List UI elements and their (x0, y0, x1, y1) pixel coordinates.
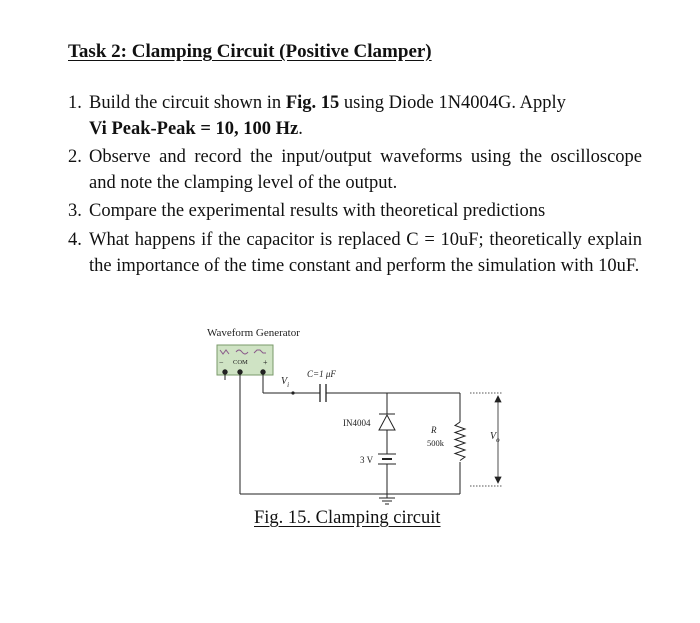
resistor-value: 500k (427, 438, 444, 448)
task-item-4 (68, 227, 642, 279)
generator-label: Waveform Generator (207, 327, 300, 339)
input-spec: Vi Peak-Peak = 10, 100 Hz (89, 119, 299, 139)
capacitor-symbol (320, 384, 326, 402)
vi-label: $V_i$ (281, 376, 290, 389)
task-item-3 (68, 198, 642, 224)
task-text: What happens if the capacitor is replaced C = 10uF; theoretically explain the importance of the time constant and perform the simulation with 10uF. (89, 230, 642, 276)
plus-terminal-label: + (263, 358, 268, 367)
com-terminal-label: COM (233, 359, 248, 366)
resistor-symbol (455, 422, 465, 461)
task-number: 2. (68, 147, 82, 167)
task-item-1 (68, 90, 642, 142)
task-number: 3. (68, 201, 82, 221)
capacitor-label: C=1 μF (307, 369, 336, 379)
task-list (68, 90, 642, 279)
figure-reference: Fig. 15 (285, 93, 340, 113)
minus-terminal-label: − (219, 358, 224, 367)
diode-symbol (379, 414, 395, 430)
circuit-wires (225, 372, 460, 504)
task-text: using Diode 1N4004G. Apply (339, 93, 566, 113)
task-text: Build the circuit shown in (89, 93, 286, 113)
battery-label: 3 V (360, 455, 374, 465)
page-title: Task 2: Clamping Circuit (Positive Clamper) (68, 41, 432, 62)
vo-label: $V_o$ (490, 431, 500, 444)
task-number: 4. (68, 230, 82, 250)
battery-symbol (378, 454, 396, 464)
vi-node (291, 391, 294, 394)
task-item-2 (68, 144, 642, 196)
resistor-symbol-label: R (431, 425, 437, 435)
clamper-circuit-diagram (195, 322, 515, 508)
task-text: Compare the experimental results with theoretical predictions (89, 201, 546, 221)
task-text: Observe and record the input/output waveforms using the oscilloscope and note the clamping level of the output. (89, 147, 642, 193)
figure-caption: Fig. 15. Clamping circuit (254, 508, 441, 528)
task-number: 1. (68, 93, 82, 113)
diode-label: IN4004 (343, 418, 371, 428)
task-text: . (298, 119, 303, 139)
